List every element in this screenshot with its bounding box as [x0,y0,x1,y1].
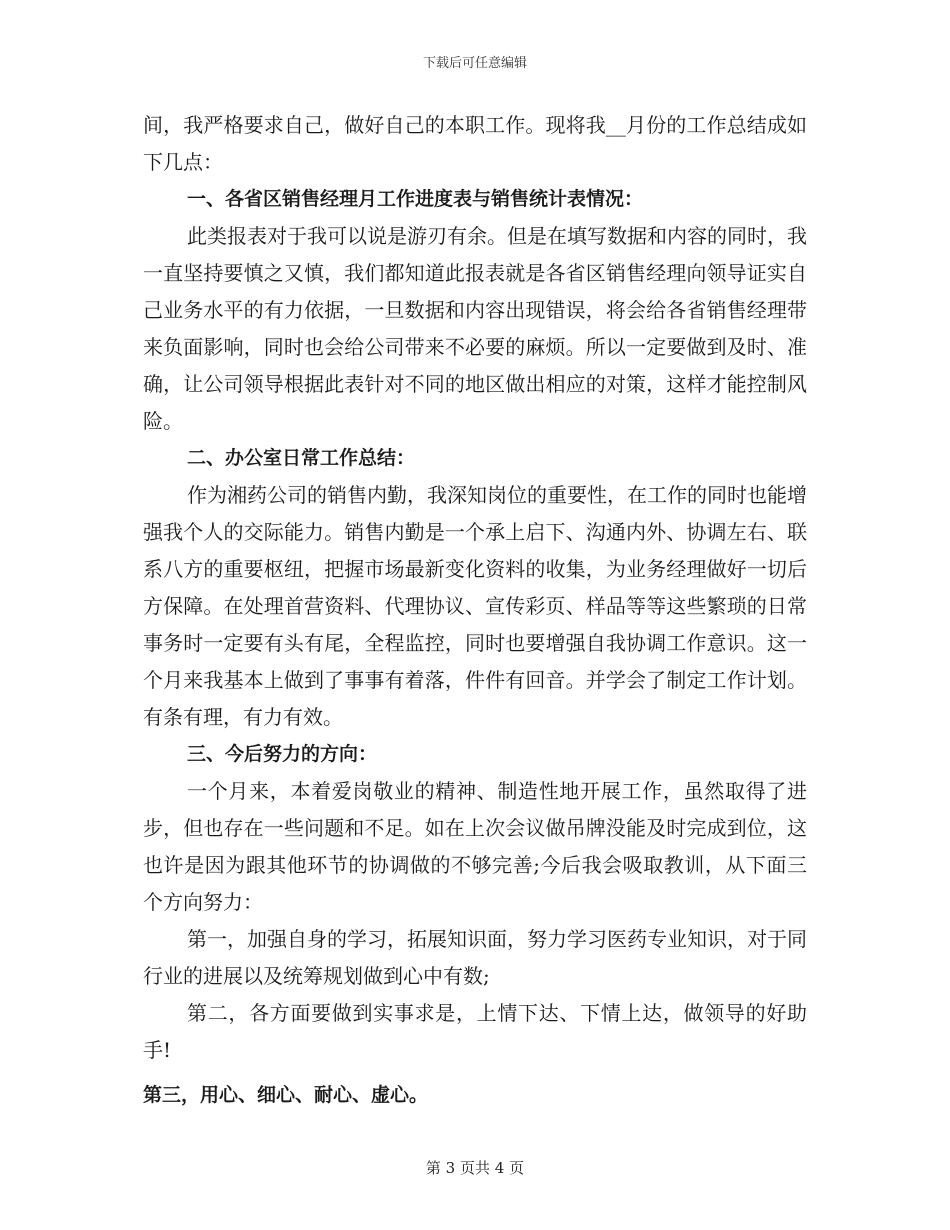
section-1-paragraph: 此类报表对于我可以说是游刃有余。但是在填写数据和内容的同时，我一直坚持要慎之又慎，我们都知道此报表就是各省区销售经理向领导证实自己业务水平的有力依据，一旦数据和内容出现错误，将会给各省销售经理带来负面影响，同时也会给公司带来不必要的麻烦。所以一定要做到及时、准确，让公司领导根据此表针对不同的地区做出相应的对策，这样才能控制风险。 [143,224,807,433]
point-3-heading: 第三，用心、细心、耐心、虚心。 [143,1084,429,1106]
point-2-paragraph: 第二，各方面要做到实事求是，上情下达、下情上达，做领导的好助手! [143,1001,807,1062]
section-1-heading: 一、各省区销售经理月工作进度表与销售统计表情况： [187,188,644,210]
section-3-paragraph: 一个月来，本着爱岗敬业的精神、制造性地开展工作，虽然取得了进步，但也存在一些问题和不足。如在上次会议做吊牌没能及时完成到位，这也许是因为跟其他环节的协调做的不够完善;今后我会吸取教训，从下面三个方向努力： [143,779,807,914]
section-2-heading: 二、办公室日常工作总结： [187,447,416,469]
section-2-paragraph: 作为湘药公司的销售内勤，我深知岗位的重要性，在工作的同时也能增强我个人的交际能力。销售内勤是一个承上启下、沟通内外、协调左右、联系八方的重要枢纽，把握市场最新变化资料的收集，为业务经理做好一切后方保障。在处理首营资料、代理协议、宣传彩页、样品等等这些繁琐的日常事务时一定要有头有尾，全程监控，同时也要增强自我协调工作意识。这一个月来我基本上做到了事事有着落，件件有回音。并学会了制定工作计划。有条有理，有力有效。 [143,483,807,729]
page-footer: 第 3 页共 4 页 [425,1159,525,1177]
section-3-heading: 三、今后努力的方向： [187,743,378,765]
document-body [143,107,807,1114]
page-header: 下载后可任意编辑 [422,56,527,71]
intro-paragraph: 间，我严格要求自己，做好自己的本职工作。现将我__月份的工作总结成如下几点： [143,113,807,174]
point-1-paragraph: 第一，加强自身的学习，拓展知识面，努力学习医药专业知识，对于同行业的进展以及统筹规划做到心中有数; [143,927,807,988]
